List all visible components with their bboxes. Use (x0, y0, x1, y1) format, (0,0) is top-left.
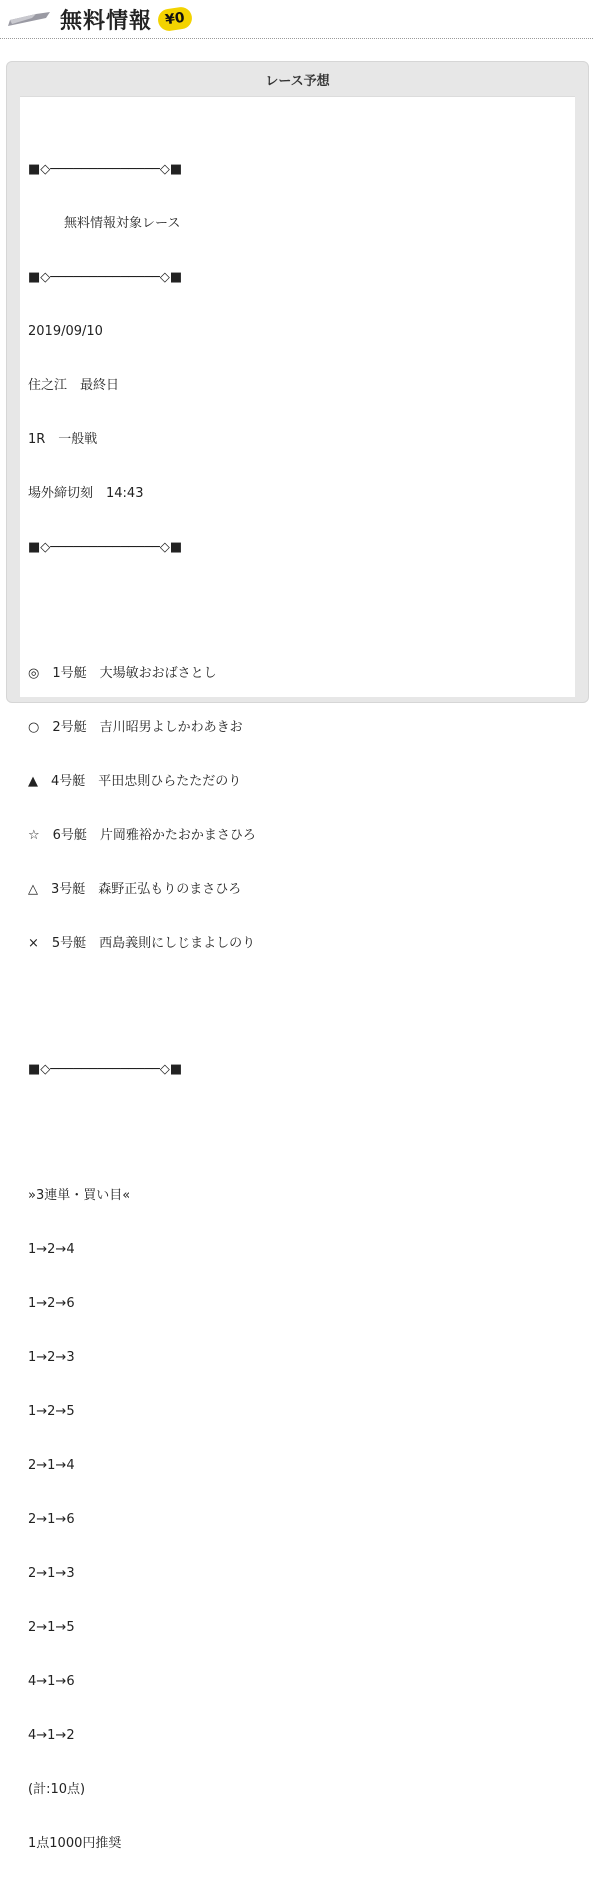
bet-item: 1→2→6 (28, 1296, 75, 1311)
race-subtitle: 無料情報対象レース (64, 216, 181, 231)
bet-item: 2→1→3 (28, 1566, 75, 1581)
bet-recommendation: 1点1000円推奨 (28, 1836, 122, 1851)
separator-line: ■◇──────────────◇■ (28, 1062, 183, 1077)
panel-title: レース予想 (265, 73, 330, 89)
pick-item: △ 3号艇 森野正弘もりのまさひろ (28, 882, 242, 897)
race-prediction-panel (6, 61, 589, 1851)
page-header (0, 0, 593, 39)
bet-item: 4→1→6 (28, 1674, 75, 1689)
bet-header: »3連単・買い目« (28, 1188, 131, 1203)
pick-item: ▲ 4号艇 平田忠則ひらたただのり (28, 774, 242, 789)
bet-item: 2→1→5 (28, 1620, 75, 1635)
panel-body (20, 96, 575, 1851)
price-badge: ¥0 (157, 6, 194, 33)
separator-line: ■◇──────────────◇■ (28, 162, 183, 177)
pick-item: ○ 2号艇 吉川昭男よしかわあきお (28, 720, 243, 735)
bet-item: 2→1→6 (28, 1512, 75, 1527)
page-title: 無料情報 (60, 8, 153, 34)
bet-total: (計:10点) (28, 1782, 86, 1797)
spacer (28, 593, 548, 611)
bet-item: 1→2→3 (28, 1350, 75, 1365)
pick-item: ◎ 1号艇 大場敏おおばさとし (28, 666, 217, 681)
spacer (28, 1115, 548, 1133)
flag-icon (6, 8, 52, 30)
race-number: 1R 一般戦 (28, 432, 98, 447)
separator-line: ■◇──────────────◇■ (28, 540, 183, 555)
bet-item: 4→1→2 (28, 1728, 75, 1743)
race-date: 2019/09/10 (28, 324, 103, 339)
separator-line: ■◇──────────────◇■ (28, 270, 183, 285)
bet-item: 2→1→4 (28, 1458, 75, 1473)
prediction-content (28, 125, 548, 1889)
pick-item: × 5号艇 西島義則にしじまよしのり (28, 936, 256, 951)
spacer (28, 1007, 548, 1025)
bet-item: 1→2→4 (28, 1242, 75, 1257)
race-deadline: 場外締切刻 14:43 (28, 486, 144, 501)
race-venue: 住之江 最終日 (28, 378, 120, 393)
pick-item: ☆ 6号艇 片岡雅裕かたおかまさひろ (28, 828, 256, 843)
bet-item: 1→2→5 (28, 1404, 75, 1419)
